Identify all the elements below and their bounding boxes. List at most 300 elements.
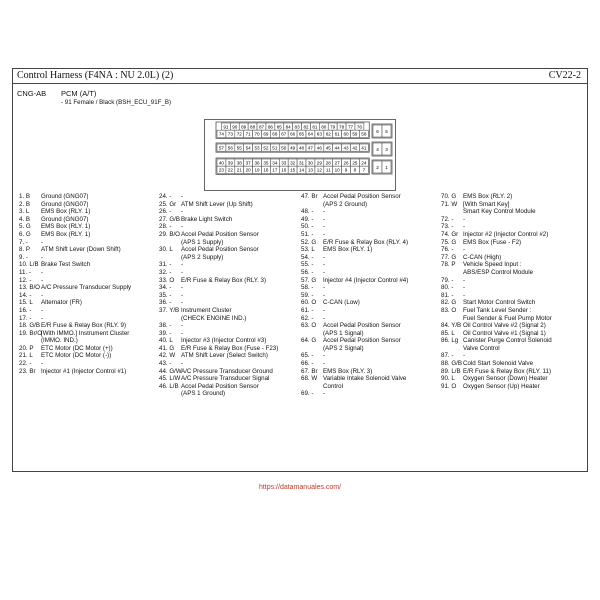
pin-description-line: - <box>41 306 44 314</box>
pin-description-line: A/C Pressure Transducer Ground <box>181 367 273 375</box>
pin-label: 2 <box>376 164 379 170</box>
pin-description-line: - <box>181 268 184 276</box>
pin-description-line: - <box>463 352 466 360</box>
pin-description <box>463 193 581 201</box>
pin-number: 37. Y/B <box>159 306 180 314</box>
pin-row <box>301 284 441 292</box>
pin-label: 55 <box>236 145 242 151</box>
pin-number: 2. B <box>19 200 31 208</box>
pin-description-line: C-CAN (High) <box>463 253 502 261</box>
pin-description-line: Vehicle Speed Input : <box>463 261 522 269</box>
pin-description <box>181 360 299 368</box>
pin-row <box>301 246 441 254</box>
pin-description-line: - <box>323 284 326 292</box>
pin-row <box>301 239 441 247</box>
pin-number: 36. - <box>159 299 172 307</box>
pin-label: 66 <box>290 131 296 137</box>
pin-number: 44. G/W <box>159 367 182 375</box>
pin-row <box>301 368 441 376</box>
pin-number: 26. - <box>159 208 172 216</box>
pin-number: 14. - <box>19 291 32 299</box>
pin-number: 62. - <box>301 314 314 322</box>
pin-number: 54. - <box>301 253 314 261</box>
pin-description-line: - <box>181 322 184 330</box>
pin-number: 43. - <box>159 360 172 368</box>
pin-description-line: ETC Motor (DC Motor (-)) <box>41 352 112 360</box>
pin-number: 19. Br/O <box>19 329 43 337</box>
pin-description-line: Brake Test Switch <box>41 261 91 269</box>
pin-description <box>463 201 581 216</box>
pin-description-line: Ground (GNG07) <box>41 193 89 200</box>
pin-row <box>159 368 299 376</box>
pin-number: 82. G <box>441 299 457 307</box>
pin-description <box>181 261 299 269</box>
pin-label: 73 <box>227 131 233 137</box>
pin-description <box>323 231 441 239</box>
pin-description <box>323 307 441 315</box>
pin-row <box>159 231 299 246</box>
pin-description-line: - <box>181 223 184 231</box>
pin-description-line-2: (APS 2 Ground) <box>323 200 368 208</box>
pin-row <box>159 246 299 261</box>
pin-description-line: C-CAN (Low) <box>323 299 360 307</box>
pin-label: 18 <box>263 167 269 173</box>
pin-number: 85. L <box>441 329 455 337</box>
pin-number: 46. L/B <box>159 382 179 390</box>
pin-label: 91 <box>223 124 229 130</box>
pin-description-line: EMS Box (RLY. 3) <box>323 367 373 375</box>
pin-number: 86. Lg <box>441 337 459 345</box>
pin-number: 13. B/O <box>19 284 40 292</box>
pin-label: 46 <box>316 145 322 151</box>
pin-description <box>41 299 159 307</box>
pin-row <box>159 277 299 285</box>
pin-label: 52 <box>263 145 269 151</box>
pin-description-line: - <box>463 284 466 292</box>
pin-row <box>441 231 581 239</box>
pin-label: 10 <box>334 167 340 173</box>
pin-description <box>181 193 299 201</box>
pin-description <box>41 254 159 262</box>
pin-row <box>441 337 581 352</box>
pin-description <box>323 315 441 323</box>
pin-description-line-2: (APS 2 Supply) <box>181 253 224 261</box>
pin-row <box>159 284 299 292</box>
pin-row <box>301 390 441 398</box>
pin-description-line: Oil Control Valve #1 (Signal 1) <box>463 329 546 337</box>
pin-description <box>463 216 581 224</box>
pin-label: 29 <box>316 160 322 166</box>
pin-label: 65 <box>298 131 305 137</box>
pin-number: 71. W <box>441 200 458 208</box>
pin-description <box>323 360 441 368</box>
pin-label: 81 <box>312 124 318 130</box>
pin-description <box>181 246 299 261</box>
pin-number: 53. L <box>301 246 315 254</box>
pin-row <box>441 322 581 330</box>
pin-description-line-2: Valve Control <box>463 344 500 352</box>
pin-number: 20. P <box>19 344 34 352</box>
pin-label: 54 <box>245 145 251 151</box>
pin-description <box>463 352 581 360</box>
pin-column-2 <box>159 193 299 398</box>
pin-number: 17. - <box>19 314 32 322</box>
pin-description <box>463 246 581 254</box>
pin-description-line: Cold Start Solenoid Valve <box>463 360 534 368</box>
pin-description-line: - <box>41 314 44 322</box>
pin-label: 85 <box>276 124 282 130</box>
pin-row <box>441 239 581 247</box>
pin-label: 38 <box>236 160 242 166</box>
pin-description-line: - <box>323 352 326 360</box>
pin-description-line: - <box>323 261 326 269</box>
pin-label: 34 <box>272 160 278 166</box>
pin-number: 11. - <box>19 268 31 276</box>
pin-description <box>181 269 299 277</box>
pin-label: 86 <box>267 124 273 130</box>
pin-description-line: EMS Box (RLY. 2) <box>463 193 513 200</box>
pin-label: 17 <box>272 167 278 173</box>
pin-number: 22. - <box>19 360 32 368</box>
pin-number: 31. - <box>159 261 172 269</box>
pin-description-line: - <box>463 291 466 299</box>
pin-label: 69 <box>263 131 269 137</box>
pin-description <box>181 337 299 345</box>
pin-description-line: EMS Box (RLY. 1) <box>41 223 91 231</box>
pin-description-line: - <box>181 284 184 292</box>
pin-description <box>323 337 441 352</box>
pin-number: 74. Gr <box>441 230 459 238</box>
pin-label: 76 <box>356 124 362 130</box>
pin-row <box>159 345 299 353</box>
pin-label: 44 <box>334 145 340 151</box>
pin-row <box>19 246 159 254</box>
pin-description-line: E/R Fuse & Relay Box (RLY. 3) <box>181 276 267 284</box>
pin-label: 49 <box>290 145 296 151</box>
pin-description-line: Oxygen Sensor (Down) Heater <box>463 375 548 383</box>
pin-number: 51. - <box>301 230 314 238</box>
pin-number: 58. - <box>301 284 314 292</box>
pin-description <box>463 383 581 391</box>
pin-description-line: E/R Fuse & Relay Box (Fuse - F23) <box>181 344 279 352</box>
pin-description-line: A/C Pressure Transducer Supply <box>41 284 132 292</box>
pin-column-1 <box>19 193 159 375</box>
pin-number: 70. G <box>441 193 457 200</box>
page-code: CV22-2 <box>548 70 581 81</box>
pin-label: 35 <box>263 160 269 166</box>
pin-description-line: - <box>323 268 326 276</box>
pin-number: 89. L/B <box>441 367 461 375</box>
pin-label: 3 <box>385 146 388 152</box>
pin-label: 39 <box>227 160 233 166</box>
pin-description-line: EMS Box (Fuse - F2) <box>463 238 522 246</box>
pin-number: 35. - <box>159 291 172 299</box>
pin-number: 28. - <box>159 223 172 231</box>
pin-description-line: E/R Fuse & Relay Box (RLY. 4) <box>323 238 409 246</box>
pin-label: 84 <box>285 124 291 130</box>
pin-number: 72. - <box>441 215 454 223</box>
pin-row <box>19 284 159 292</box>
pin-description-line: [With IMMO.] Instrument Cluster <box>41 329 130 337</box>
pin-number: 68. W <box>301 375 318 383</box>
pin-description-line-2: (APS 1 Supply) <box>181 238 224 246</box>
pin-row <box>159 193 299 201</box>
pin-number: 9. - <box>19 253 28 261</box>
pin-row <box>19 368 159 376</box>
pin-number: 27. G/B <box>159 215 180 223</box>
pin-row <box>19 360 159 368</box>
pin-row <box>19 223 159 231</box>
pin-description-line: - <box>41 276 44 284</box>
pin-description <box>41 201 159 209</box>
connector-spec: - 91 Female / Black (BSH_ECU_91F_B) <box>61 99 172 106</box>
pin-number: 45. L/W <box>159 375 181 383</box>
pin-description-line-2: ABS/ESP Control Module <box>463 268 534 276</box>
pin-number: 91. O <box>441 382 457 390</box>
pin-description <box>181 277 299 285</box>
pin-label: 37 <box>245 160 251 166</box>
pin-number: 83. O <box>441 306 457 314</box>
pin-description-line: - <box>181 291 184 299</box>
pin-row <box>441 223 581 231</box>
pin-row <box>441 277 581 285</box>
pin-row <box>301 315 441 323</box>
pin-description <box>463 368 581 376</box>
pin-label: 40 <box>218 160 225 166</box>
pin-label: 27 <box>334 160 340 166</box>
pin-description <box>41 322 159 330</box>
pin-label: 58 <box>361 131 367 137</box>
pin-label: 6 <box>376 128 379 134</box>
pin-label: 79 <box>330 124 336 130</box>
pin-description-line: Ground (GNG07) <box>41 200 89 208</box>
pin-number: 18. G/B <box>19 322 40 330</box>
pin-description <box>463 223 581 231</box>
pin-row <box>19 269 159 277</box>
pin-label: 70 <box>254 131 260 137</box>
pin-row <box>19 231 159 239</box>
pin-description <box>323 261 441 269</box>
pin-label: 68 <box>272 131 278 137</box>
pin-description <box>323 254 441 262</box>
pin-number: 61. - <box>301 306 314 314</box>
pin-row <box>441 368 581 376</box>
connector-id: CNG-AB <box>17 89 47 98</box>
connector-pin-grid <box>205 120 397 192</box>
pin-label: 32 <box>290 160 296 166</box>
pin-description-line: - <box>41 268 44 276</box>
pin-row <box>301 299 441 307</box>
pin-row <box>441 246 581 254</box>
pin-label: 60 <box>343 131 349 137</box>
pin-row <box>159 352 299 360</box>
pin-label: 87 <box>258 124 265 130</box>
pin-description <box>323 284 441 292</box>
pin-label: 36 <box>254 160 260 166</box>
pin-description-line: A/C Pressure Transducer Signal <box>181 375 270 383</box>
pin-label: 31 <box>298 160 305 166</box>
pin-description <box>323 239 441 247</box>
pin-description-line: - <box>323 291 326 299</box>
pin-description-line: Canister Purge Control Solenoid <box>463 337 552 345</box>
pin-number: 65. - <box>301 352 314 360</box>
pin-number: 66. - <box>301 360 314 368</box>
pin-row <box>441 352 581 360</box>
pin-number: 6. G <box>19 230 31 238</box>
pin-label: 19 <box>254 167 260 173</box>
pin-description-line: ATM Shift Lever (Up Shift) <box>181 200 253 208</box>
pin-description <box>463 239 581 247</box>
pin-number: 32. - <box>159 268 172 276</box>
pin-label: 90 <box>232 124 238 130</box>
pin-number: 29. B/O <box>159 230 180 238</box>
pin-label: 53 <box>254 145 260 151</box>
connector-diagram <box>204 119 396 191</box>
pin-description <box>323 223 441 231</box>
pin-description <box>41 269 159 277</box>
pin-row <box>441 299 581 307</box>
pin-row <box>19 352 159 360</box>
pin-row <box>441 330 581 338</box>
pin-number: 60. O <box>301 299 317 307</box>
pin-number: 21. L <box>19 352 33 360</box>
pin-description-line: Instrument Cluster <box>181 306 232 314</box>
pin-row <box>301 223 441 231</box>
pin-number: 33. O <box>159 276 175 284</box>
pin-label: 43 <box>343 145 349 151</box>
pin-description-line: Fuel Tank Level Sender : <box>463 306 532 314</box>
pin-row <box>301 322 441 337</box>
pin-description-line: - <box>323 390 326 398</box>
pin-description-line: Start Motor Control Switch <box>463 299 536 307</box>
pin-description <box>323 246 441 254</box>
pin-number: 16. - <box>19 306 32 314</box>
pin-description <box>463 375 581 383</box>
pin-description-line: - <box>463 246 466 254</box>
pin-number: 38. - <box>159 322 172 330</box>
pin-description-line: - <box>323 253 326 261</box>
pin-label: 16 <box>281 167 287 173</box>
pin-description <box>323 193 441 208</box>
pin-description-line: - <box>323 306 326 314</box>
pin-description <box>323 269 441 277</box>
pin-description <box>181 345 299 353</box>
pin-description-line: Oil Control Valve #2 (Signal 2) <box>463 322 546 330</box>
pin-description <box>41 208 159 216</box>
pin-description-line-2: (APS 1 Ground) <box>181 390 226 398</box>
pin-label: 89 <box>241 124 247 130</box>
pin-description-line: Ground (GNG07) <box>41 215 89 223</box>
pin-number: 12. - <box>19 276 32 284</box>
pin-number: 59. - <box>301 291 314 299</box>
pin-description <box>323 299 441 307</box>
pin-number: 23. Br <box>19 367 36 375</box>
pin-number: 52. G <box>301 238 317 246</box>
pin-row <box>19 345 159 353</box>
pin-description <box>463 254 581 262</box>
pin-description <box>323 277 441 285</box>
pin-description <box>181 352 299 360</box>
pin-description <box>323 352 441 360</box>
pin-description <box>323 322 441 337</box>
pin-label: 48 <box>298 145 305 151</box>
pin-description <box>463 360 581 368</box>
pin-description-line: - <box>323 230 326 238</box>
pin-label: 82 <box>303 124 309 130</box>
pin-description <box>181 322 299 330</box>
page-title: Control Harness (F4NA : NU 2.0L) (2) <box>17 70 174 81</box>
source-link[interactable]: https://datamanuales.com/ <box>258 484 342 491</box>
pin-number: 3. L <box>19 208 30 216</box>
pin-label: 20 <box>245 167 251 173</box>
pin-row <box>301 269 441 277</box>
pin-description <box>463 299 581 307</box>
pin-number: 40. L <box>159 337 173 345</box>
pin-row <box>301 208 441 216</box>
pin-row <box>159 330 299 338</box>
pin-description <box>181 307 299 322</box>
pin-row <box>441 254 581 262</box>
pin-description-line: Alternator (FR) <box>41 299 82 307</box>
pin-description-line: Accel Pedal Position Sensor <box>323 322 401 330</box>
pin-row <box>441 375 581 383</box>
pin-number: 15. L <box>19 299 33 307</box>
pin-number: 39. - <box>159 329 172 337</box>
pin-description-line: EMS Box (RLY. 1) <box>41 208 91 216</box>
pin-number: 5. G <box>19 223 31 231</box>
pin-row <box>19 299 159 307</box>
pin-label: 72 <box>236 131 242 137</box>
pin-row <box>19 261 159 269</box>
pin-label: 8 <box>353 167 357 173</box>
pin-row <box>159 223 299 231</box>
pin-row <box>301 307 441 315</box>
pin-number: 69. - <box>301 390 314 398</box>
pin-row <box>159 375 299 383</box>
pin-description <box>181 375 299 383</box>
pin-description-line: - <box>323 223 326 231</box>
pin-description-line: - <box>181 261 184 269</box>
pin-description <box>463 330 581 338</box>
pin-label: 59 <box>352 131 358 137</box>
pin-description-line: Brake Light Switch <box>181 215 233 223</box>
pin-description-line: Accel Pedal Position Sensor <box>181 230 259 238</box>
pin-label: 4 <box>376 146 379 152</box>
pin-label: 50 <box>281 145 287 151</box>
pin-description <box>41 292 159 300</box>
pin-description-line: Accel Pedal Position Sensor <box>181 382 259 390</box>
pin-label: 78 <box>339 124 345 130</box>
pin-description <box>463 284 581 292</box>
pin-number: 34. - <box>159 284 172 292</box>
pin-row <box>159 307 299 322</box>
pin-description <box>181 201 299 209</box>
pin-number: 77. G <box>441 253 457 261</box>
pin-description-line-2: (APS 2 Signal) <box>323 344 364 352</box>
pin-description <box>181 208 299 216</box>
pin-description <box>41 368 159 376</box>
pin-row <box>159 269 299 277</box>
pin-description <box>463 322 581 330</box>
pin-row <box>441 292 581 300</box>
pin-row <box>19 208 159 216</box>
pin-label: 11 <box>325 167 331 173</box>
pin-number: 47. Br <box>301 193 318 200</box>
pin-description <box>41 330 159 345</box>
pin-label: 1 <box>385 164 388 170</box>
pin-description <box>181 216 299 224</box>
pin-description-line: - <box>181 299 184 307</box>
